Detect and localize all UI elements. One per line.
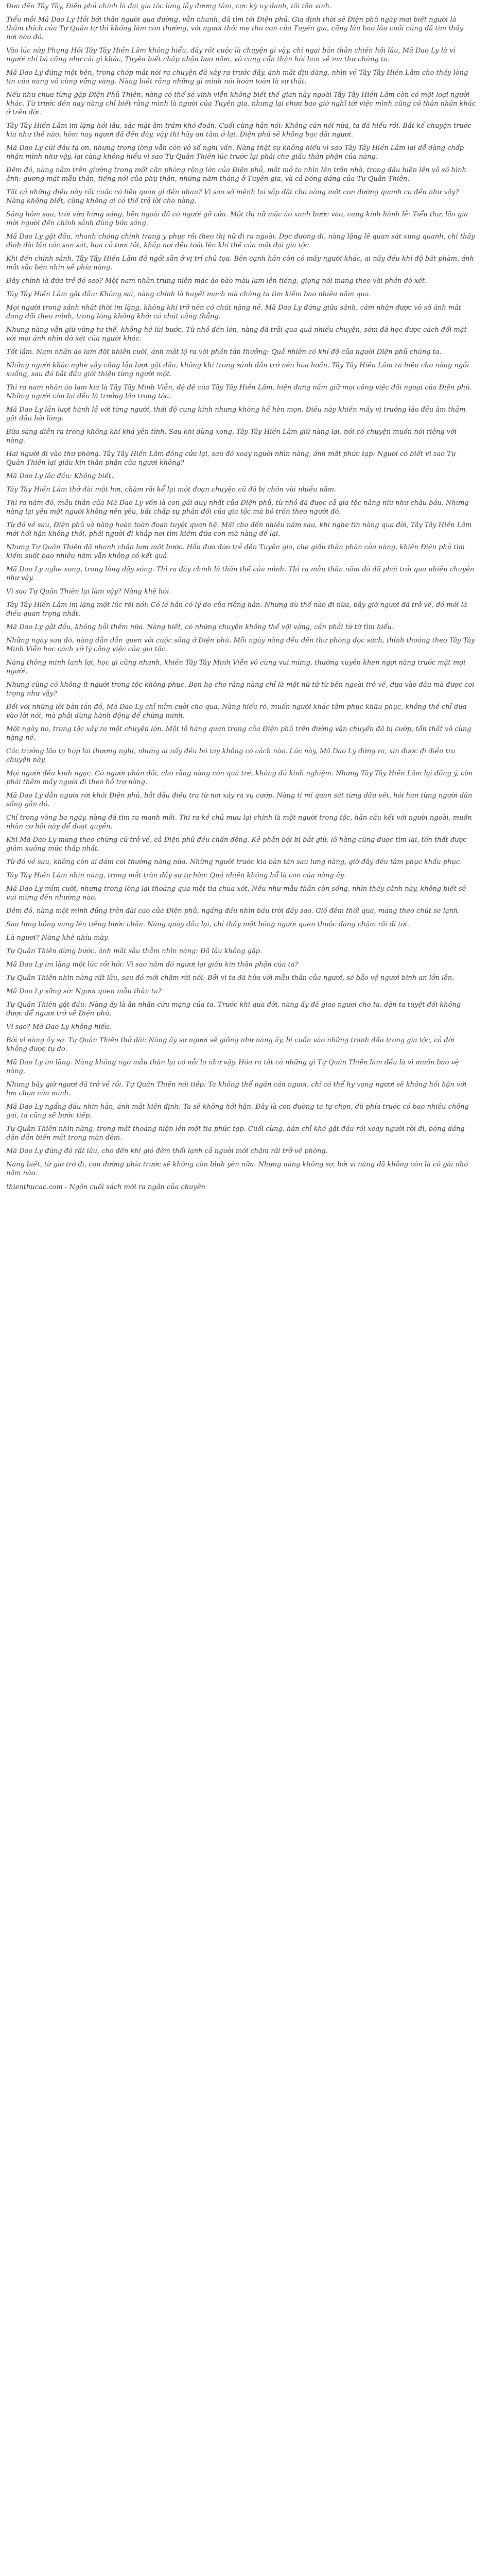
story-paragraph: Đêm đó, nàng nằm trên giường trong một căn phòng rộng lớn của Điện phủ, mắt mở to nhìn lên trần nhà, trong đầu hiện lên vô số hình ảnh: gương mặt mẫu thân, tiếng nói của phụ thân, những năm tháng ở Tuyên gia, và cả bóng dáng của Tự Quân Thiên. (6, 166, 466, 183)
story-paragraph: Tây Tây Hiền Lâm im lặng một lúc rồi nói: Có lẽ hắn có lý do của riêng hắn. Nhưng dù thế nào đi nữa, bây giờ ngươi đã trở về, đó mới là điều quan trọng nhất. (6, 601, 467, 618)
story-paragraph: Mã Dao Ly lần lượt hành lễ với từng người, thái độ cung kính nhưng không hề hèn mọn. Điều này khiến mấy vị trưởng lão đều âm thầm gật đầu hài lòng. (6, 406, 466, 422)
story-paragraph: Nhưng cũng có không ít người trong tộc không phục. Bọn họ cho rằng nàng chỉ là một nữ tử từ bên ngoài trở về, dựa vào đâu mà được coi trọng như vậy? (6, 681, 475, 698)
story-paragraph: Vì sao? Mã Dao Ly không hiểu. (6, 1023, 112, 1031)
story-paragraph: Mã Dao Ly sững sờ: Ngươi quen mẫu thân ta? (6, 988, 162, 995)
story-paragraph: Mã Dao Ly cúi đầu tạ ơn, nhưng trong lòng vẫn còn vô số nghi vấn. Nàng thật sự không hiểu vì sao Tây Tây Hiền Lâm lại dễ dàng chấp nhận mình như vậy, lại càng không hiểu vì sao Tự Quân Thiên lúc trước lại phải che giấu thân phận của nàng. (6, 144, 464, 161)
story-paragraph: Bởi vì nàng ấy sợ. Tự Quân Thiên thở dài: Nàng ấy sợ ngươi sẽ giống như nàng ấy, bị cuốn vào những tranh đấu trong gia tộc, cả đời không được tự do. (6, 1037, 455, 1053)
story-paragraph: Những người khác nghe vậy cũng lần lượt gật đầu, không khí trong sảnh dần trở nên hòa hoãn. Tây Tây Hiền Lâm ra hiệu cho nàng ngồi xuống, sau đó bắt đầu giới thiệu từng người một. (6, 362, 469, 378)
story-paragraph: Tất cả những điều này rốt cuộc có liên quan gì đến nhau? Vì sao số mệnh lại sắp đặt cho nàng một con đường quanh co đến như vậy? Nàng không biết, cũng không ai có thể trả lời cho nàng. (6, 189, 459, 205)
story-paragraph: Nhưng Tự Quân Thiên đã nhanh chân hơn một bước. Hắn đưa đứa trẻ đến Tuyên gia, che giấu thân phận của nàng, khiến Điện phủ tìm kiếm suốt bao nhiêu năm vẫn không có kết quả. (6, 544, 465, 560)
story-paragraph: Tây Tây Hiền Lâm gật đầu: Không sai, nàng chính là huyết mạch mà chúng ta tìm kiếm bao nhiêu năm qua. (6, 291, 371, 298)
story-paragraph: Tây Tây Hiền Lâm thở dài một hơi, chậm rãi kể lại một đoạn chuyện cũ đã bị chôn vùi nhiều năm. (6, 486, 337, 494)
story-paragraph: Mã Dao Ly gật đầu, không hỏi thêm nữa. Nàng biết, có những chuyện không thể vội vàng, cần phải từ từ tìm hiểu. (6, 623, 394, 631)
story-paragraph: Hai người đi vào thư phòng. Tây Tây Hiền Lâm đóng cửa lại, sau đó xoay người nhìn nàng, ánh mắt phức tạp: Ngươi có biết vì sao Tự Quân Thiên lại giấu kín thân phận của ngươi không? (6, 450, 456, 467)
story-paragraph: Mã Dao Ly dẫn người rời khỏi Điện phủ, bắt đầu điều tra từ nơi xảy ra vụ cướp. Nàng tỉ mỉ quan sát từng dấu vết, hỏi han từng người dân sống gần đó. (6, 792, 473, 808)
story-paragraph: Nhưng nàng vẫn giữ vững tư thế, không hề lùi bước. Từ nhỏ đến lớn, nàng đã trải qua quá nhiều chuyện, sớm đã học được cách đối mặt với mọi ánh nhìn dò xét của người khác. (6, 326, 467, 343)
story-paragraph: Tây Tây Hiền Lâm im lặng hồi lâu, sắc mặt âm trầm khó đoán. Cuối cùng hắn nói: Không cần nói nữa, ta đã hiểu rồi. Bất kể chuyện trước kia như thế nào, hôm nay ngươi đã đến đây, vậy thì hãy an tâm ở lại. Điện phủ sẽ không bạc đãi ngươi. (6, 122, 471, 139)
story-paragraph: Đêm đó, nàng một mình đứng trên đài cao của Điện phủ, ngẩng đầu nhìn bầu trời đầy sao. Gió đêm thổi qua, mang theo chút se lạnh. (6, 907, 460, 915)
story-paragraph: Đối với những lời bàn tán đó, Mã Dao Ly chỉ mỉm cười cho qua. Nàng hiểu rõ, muốn người khác tâm phục khẩu phục, không thể chỉ dựa vào lời nói, mà phải dùng hành động để chứng minh. (6, 703, 467, 720)
story-paragraph: Mọi người đều kinh ngạc. Có người phản đối, cho rằng nàng còn quá trẻ, không đủ kinh nghiệm. Nhưng Tây Tây Hiền Lâm lại đồng ý, còn phái thêm mấy người đi theo hỗ trợ nàng. (6, 770, 473, 786)
story-paragraph: Những ngày sau đó, nàng dần dần quen với cuộc sống ở Điện phủ. Mỗi ngày nàng đều đến thư phòng đọc sách, thỉnh thoảng theo Tây Tây Minh Viễn học cách xử lý công việc của gia tộc. (6, 637, 475, 653)
story-paragraph: Vì sao Tự Quân Thiên lại làm vậy? Nàng khẽ hỏi. (6, 588, 171, 596)
story-paragraph: Tự Quân Thiên nhìn nàng rất lâu, sau đó mới chậm rãi nói: Bởi vì ta đã hứa với mẫu thân của ngươi, sẽ bảo vệ ngươi bình an lớn lên. (6, 974, 455, 982)
story-paragraph: Đưa đến Tây Tây, Điện phủ chính là đại gia tộc lừng lẫy đương tâm, cực kỳ uy danh, tôi tôn vinh. (6, 3, 332, 10)
story-paragraph: Đây chính là đứa trẻ đó sao? Một nam nhân trung niên mặc áo bào màu lam lên tiếng, giọng nói mang theo vài phần dò xét. (6, 277, 427, 285)
story-paragraph: Chỉ trong vòng ba ngày, nàng đã tìm ra manh mối. Thì ra kẻ chủ mưu lại chính là một người trong tộc, hắn cấu kết với người ngoài, muốn nhân cơ hội này để đoạt quyền. (6, 814, 472, 831)
story-paragraph: Mã Dao Ly đứng đó rất lâu, cho đến khi gió đêm thổi lạnh cả người mới chậm rãi trở về phòng. (6, 1147, 328, 1155)
story-paragraph: Mã Dao Ly lắc đầu: Không biết. (6, 472, 114, 480)
story-paragraph: Từ đó về sau, không còn ai dám coi thường nàng nữa. Những người trước kia bàn tán sau lưng nàng, giờ đây đều tâm phục khẩu phục. (6, 858, 462, 866)
story-paragraph: Nàng biết, từ giờ trở đi, con đường phía trước sẽ không còn bình yên nữa. Nhưng nàng không sợ, bởi vì nàng đã không còn là cô gái nhỏ năm nào. (6, 1161, 468, 1177)
story-paragraph: Tự Quân Thiên dừng bước, ánh mắt sâu thẳm nhìn nàng: Đã lâu không gặp. (6, 947, 263, 955)
story-paragraph: Nếu như chưa từng gặp Điện Phủ Thiên, nàng có thể sẽ vĩnh viễn không biết thế gian này ngoài Tây Tây Hiền Lâm còn có một loại người khác. Từ trước đến nay nàng chỉ biết rằng mình là người của Tuyên gia, nhưng lại chưa bao giờ nghĩ tới việc mình cũng có thân nhân khác ở trên đời. (6, 91, 476, 116)
story-paragraph: Là ngươi? Nàng khẽ nhíu mày. (6, 934, 109, 942)
story-paragraph: Tây Tây Hiền Lâm nhìn nàng, trong mắt tràn đầy sự tự hào: Quả nhiên không hổ là con của nàng ấy. (6, 872, 345, 879)
chapter-content (6, 2, 476, 1178)
story-paragraph: Mọi người trong sảnh nhất thời im lặng, không khí trở nên có chút nặng nề. Mã Dao Ly đứng giữa sảnh, cảm nhận được vô số ánh mắt đang dõi theo mình, trong lòng không khỏi có chút căng thẳng. (6, 304, 462, 320)
story-paragraph: Mã Dao Ly im lặng. Nàng không ngờ mẫu thân lại có nỗi lo như vậy. Hóa ra tất cả những gì Tự Quân Thiên làm đều là vì muốn bảo vệ nàng. (6, 1059, 459, 1075)
story-paragraph: Sáng hôm sau, trời vừa hửng sáng, bên ngoài đã có người gõ cửa. Một thị nữ mặc áo xanh bước vào, cung kính hành lễ: Tiểu thư, lão gia mời người đến chính sảnh dùng bữa sáng. (6, 211, 468, 227)
story-paragraph: Bữa sáng diễn ra trong không khí khá yên tĩnh. Sau khi dùng xong, Tây Tây Hiền Lâm giữ nàng lại, nói có chuyện muốn nói riêng với nàng. (6, 428, 457, 445)
story-paragraph: Một ngày nọ, trong tộc xảy ra một chuyện lớn. Một lô hàng quan trọng của Điện phủ trên đường vận chuyển đã bị cướp, tổn thất vô cùng nặng nề. (6, 725, 471, 742)
story-paragraph: Mã Dao Ly im lặng một lúc rồi hỏi: Vì sao năm đó ngươi lại giấu kín thân phận của ta? (6, 961, 299, 969)
story-paragraph: Mã Dao Ly đứng một bên, trong chớp mắt nói ra chuyện đã xảy ra trước đây, ánh mắt dịu dàng, nhìn về Tây Tây Hiền Lâm cho thấy lòng tin của nàng vô cùng vững vàng. Nàng biết rằng những gì mình nói hoàn toàn là sự thật. (6, 69, 468, 86)
story-paragraph: Nhưng bây giờ ngươi đã trở về rồi. Tự Quân Thiên nói tiếp: Ta không thể ngăn cản ngươi, chỉ có thể hy vọng ngươi sẽ không hối hận với lựa chọn của mình. (6, 1081, 467, 1097)
story-paragraph: Mã Dao Ly ngẩng đầu nhìn hắn, ánh mắt kiên định: Ta sẽ không hối hận. Đây là con đường ta tự chọn, dù phía trước có bao nhiêu chông gai, ta cũng sẽ bước tiếp. (6, 1103, 469, 1120)
story-paragraph: Khi Mã Dao Ly mang theo chứng cứ trở về, cả Điện phủ đều chấn động. Kẻ phản bội bị bắt giữ, lô hàng cũng được tìm lại, tổn thất được giảm xuống mức thấp nhất. (6, 836, 467, 853)
story-paragraph: Thì ra năm đó, mẫu thân của Mã Dao Ly vốn là con gái duy nhất của Điện phủ, từ nhỏ đã được cả gia tộc nâng niu như châu báu. Nhưng nàng lại yêu một người không nên yêu, bất chấp sự phản đối của gia tộc mà bỏ trốn theo người đó. (6, 499, 469, 516)
story-paragraph: Tốt lắm. Nam nhân áo lam đột nhiên cười, ánh mắt lộ ra vài phần tán thưởng: Quả nhiên có khí độ của người Điện phủ chúng ta. (6, 348, 442, 356)
story-paragraph: Mã Dao Ly mỉm cười, nhưng trong lòng lại thoáng qua một tia chua xót. Nếu như mẫu thân còn sống, nhìn thấy cảnh này, không biết sẽ vui mừng đến nhường nào. (6, 885, 466, 902)
story-paragraph: Tự Quân Thiên nhìn nàng, trong mắt thoáng hiện lên một tia phức tạp. Cuối cùng, hắn chỉ khẽ gật đầu rồi xoay người rời đi, bóng dáng dần dần biến mất trong màn đêm. (6, 1125, 465, 1142)
story-paragraph: Tự Quân Thiên gật đầu: Nàng ấy là ân nhân cứu mạng của ta. Trước khi qua đời, nàng ấy đã giao ngươi cho ta, dặn ta tuyệt đối không được để ngươi trở về Điện phủ. (6, 1001, 461, 1018)
site-footer: thienthucac.com - Ngôn cuối sách mời ra ngân của chuyên (6, 1183, 205, 1191)
story-paragraph: Khi đến chính sảnh, Tây Tây Hiền Lâm đã ngồi sẵn ở vị trí chủ tọa. Bên cạnh hắn còn có mấy người khác, ai nấy đều khí độ bất phàm, ánh mắt sắc bén nhìn về phía nàng. (6, 255, 474, 272)
story-paragraph: Mã Dao Ly nghe xong, trong lòng dậy sóng. Thì ra đây chính là thân thế của mình. Thì ra mẫu thân năm đó đã phải trải qua nhiều chuyện như vậy. (6, 566, 475, 582)
story-paragraph: Các trưởng lão tụ họp lại thương nghị, nhưng ai nấy đều bó tay không có cách nào. Lúc này, Mã Dao Ly đứng ra, xin được đi điều tra chuyện này. (6, 748, 456, 764)
story-paragraph: Từ đó về sau, Điện phủ và nàng hoàn toàn đoạn tuyệt quan hệ. Mãi cho đến nhiều năm sau, khi nghe tin nàng qua đời, Tây Tây Hiền Lâm mới hối hận không thôi, phái người đi khắp nơi tìm kiếm đứa con mà nàng để lại. (6, 521, 472, 538)
story-paragraph: Tiểu mỗi Mã Dao Ly Hồi bởi thân người qua đường, vẫn nhanh, đã tìm tới Điện phủ. Gia định thời sẽ Điện phủ ngày mai biết người là thâm thích của Tự Quân tự thì không làm con thường, với người thôi mẹ thu con của Tuyên gia, cũng lâu bao lâu cuối cùng đã tìm thấy nơi nào đó. (6, 16, 464, 41)
chapter-page (0, 2, 489, 1192)
story-paragraph: Sau lưng bỗng vang lên tiếng bước chân. Nàng quay đầu lại, chỉ thấy một bóng người quen thuộc đang chậm rãi đi tới. (6, 921, 409, 928)
story-paragraph: Vào lúc này Phụng Hồi Tây Tây Hiền Lâm không hiểu, đây rốt cuộc là chuyện gì vậy, chỉ ngại bản thân chiến hồi lâu, Mã Dao Ly là vì người chỉ bá cũng như cái gì khác, Tuyên biết chấp nhận bao năm, vô cùng cẩn thận hỏi han về ma thư chúng ta. (6, 47, 456, 63)
story-paragraph: Thì ra nam nhân áo lam kia là Tây Tây Minh Viễn, đệ đệ của Tây Tây Hiền Lâm, hiện đang nắm giữ mọi công việc đối ngoại của Điện phủ. Những người còn lại đều là trưởng lão trong tộc. (6, 384, 472, 400)
story-paragraph: Nàng thông minh lanh lợi, học gì cũng nhanh, khiến Tây Tây Minh Viễn vô cùng vui mừng, thường xuyên khen ngợi nàng trước mặt mọi người. (6, 659, 466, 675)
story-paragraph: Mã Dao Ly gật đầu, nhanh chóng chỉnh trang y phục rồi theo thị nữ đi ra ngoài. Dọc đường đi, nàng lặng lẽ quan sát xung quanh, chỉ thấy đình đài lầu các san sát, hoa cỏ tươi tốt, khắp nơi đều toát lên khí thế của một đại gia tộc. (6, 233, 475, 249)
